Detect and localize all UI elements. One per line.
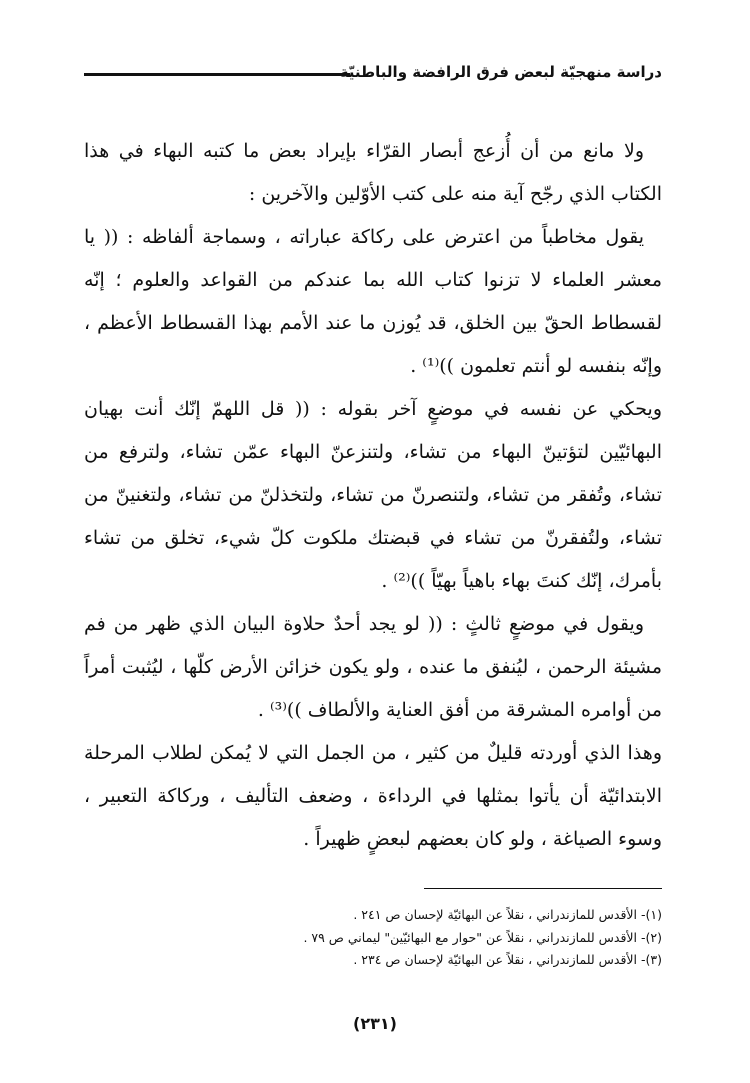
footnote-3: (٣)- الأقدس للمازندراني ، نقلاً عن البهائيّة لإحسان ص ٢٣٤ .: [353, 952, 662, 967]
footnotes: [84, 904, 662, 972]
paragraph-intro: ولا مانع من أن أُزعج أبصار القرّاء بإيراد بعض ما كتبه البهاء في هذا الكتاب الذي رجّح آية منه على كتب الأوّلين والآخرين :: [84, 140, 662, 205]
footnote-1: (١)- الأقدس للمازندراني ، نقلاً عن البهائيّة لإحسان ص ٢٤١ .: [353, 907, 662, 922]
paragraph-quote-3: ويقول في موضعٍ ثالثٍ : (( لو يجد أحدٌ حلاوة البيان الذي ظهر من فم مشيئة الرحمن ، ليُنفق ما عنده ، ولو يكون خزائن الأرض كلّها ، ليُثبت أمراً من أوامره المشرقة من أفق العناية والألطاف ))⁽³⁾ .: [84, 613, 662, 721]
footnote-rule: [424, 888, 662, 889]
paragraph-quote-1: يقول مخاطباً من اعترض على ركاكة عباراته ، وسماجة ألفاظه : (( يا معشر العلماء لا تزنوا كتاب الله بما عندكم من القواعد والعلوم ؛ إنّه لقسطاط الحقّ بين الخلق، قد يُوزن ما عند الأمم بهذا القسطاط الأعظم ، وإنّه بنفسه لو أنتم تعلمون ))⁽¹⁾ .: [84, 226, 662, 377]
body-text: [84, 130, 662, 861]
paragraph-conclusion: وهذا الذي أوردته قليلٌ من كثير ، من الجمل التي لا يُمكن لطلاب المرحلة الابتدائيّة أن يأتوا بمثلها في الرداءة ، وضعف التأليف ، وركاكة التعبير ، وسوء الصياغة ، ولو كان بعضهم لبعضٍ ظهيراً .: [84, 742, 662, 850]
paragraph-quote-2: ويحكي عن نفسه في موضعٍ آخر بقوله : (( قل اللهمّ إنّك أنت بهيان البهائيّين لتؤتينّ البهاء من تشاء، ولتنزعنّ البهاء عمّن تشاء، ولترفع من تشاء، وتُفقر من تشاء، ولتنصرنّ من تشاء، ولتخذلنّ من تشاء، ولتغنينّ من تشاء، ولتُفقرنّ من تشاء في قبضتك ملكوت كلّ شيء، تخلق من تشاء بأمرك، إنّك كنتَ بهاء باهياً بهيّاً ))⁽²⁾ .: [84, 398, 662, 592]
header-rule: [84, 73, 350, 76]
page-number: (٢٣١): [353, 1014, 397, 1033]
footnote-2: (٢)- الأقدس للمازندراني ، نقلاً عن "حوار مع البهائيّين" ليماني ص ٧٩ .: [303, 929, 662, 945]
header-title: دراسة منهجيّة لبعض فرق الرافضة والباطنيّة: [339, 63, 662, 81]
running-header: [84, 60, 662, 94]
